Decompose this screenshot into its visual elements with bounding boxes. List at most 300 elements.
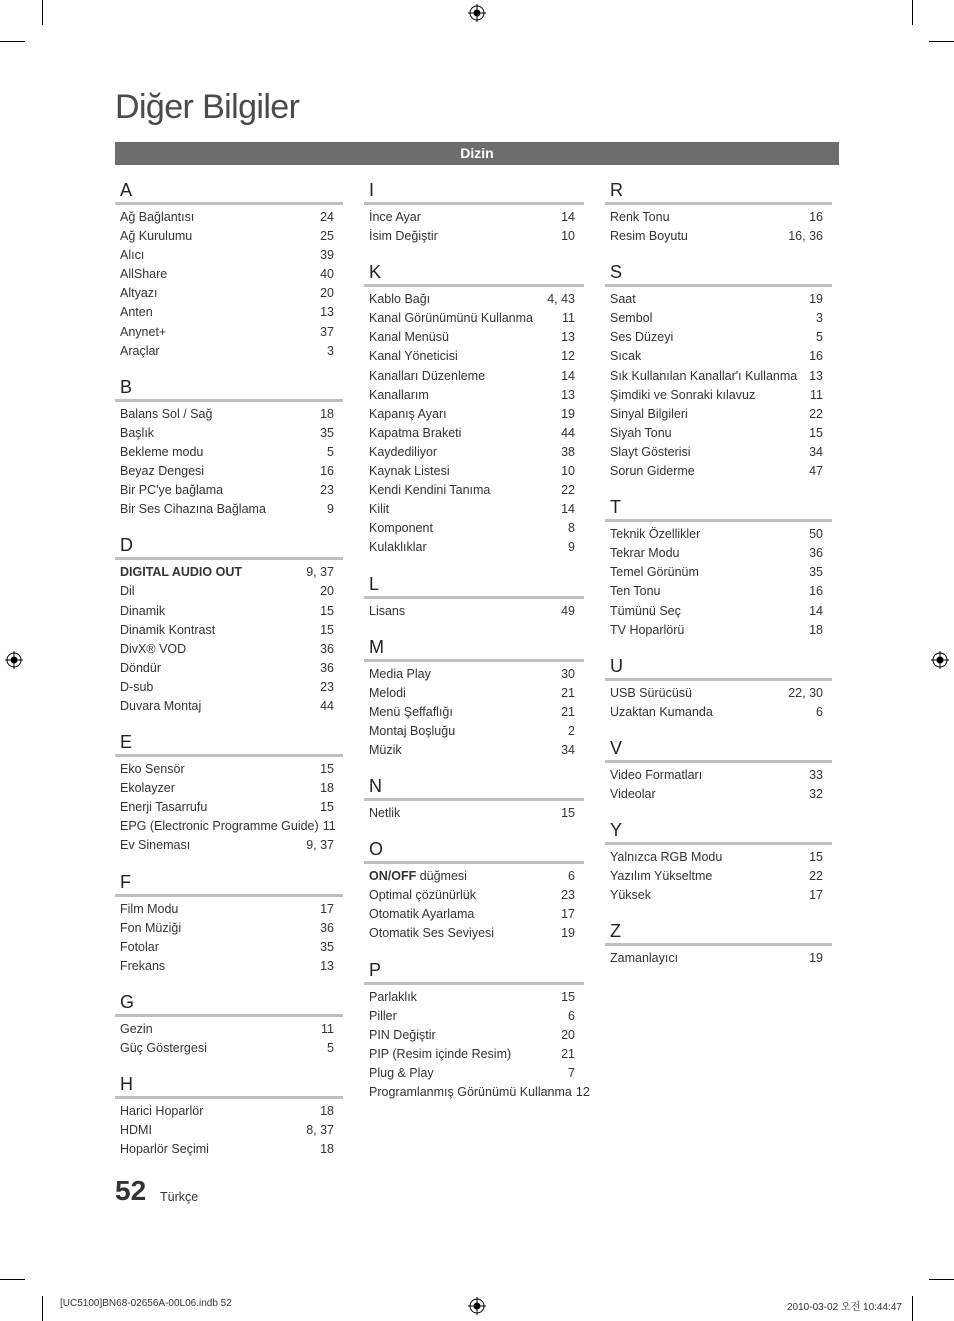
index-letter-heading: E (115, 730, 343, 757)
index-entry-page: 13 (561, 387, 575, 402)
index-letter-heading: G (115, 990, 343, 1017)
index-entry-term: Altyazı (120, 286, 158, 301)
index-entry-term: Kaynak Listesi (369, 464, 450, 479)
index-entry (364, 481, 584, 500)
index-letter-heading: N (364, 774, 584, 801)
index-entry-page: 36 (320, 641, 334, 656)
index-entry-term: Sıcak (610, 349, 642, 364)
section-header: Dizin (115, 142, 839, 165)
index-entry-term: İnce Ayar (369, 210, 421, 224)
index-entry-page: 38 (561, 444, 575, 459)
index-entry-term: PIN Değiştir (369, 1027, 436, 1042)
index-entry (364, 1064, 584, 1083)
index-entry (605, 309, 832, 328)
index-entry-list (605, 681, 832, 722)
index-entry-term: Ağ Bağlantısı (120, 210, 195, 224)
index-entry (364, 347, 584, 366)
index-entry-page: 20 (561, 1027, 575, 1042)
index-entry-page: 15 (320, 800, 334, 815)
index-entry-term: Dil (120, 584, 135, 599)
index-entry (364, 665, 584, 684)
footer-file-info: [UC5100]BN68-02656A-00L06.indb 52 (60, 1298, 232, 1309)
index-entry-term: Gezin (120, 1021, 153, 1036)
index-entry (115, 1102, 343, 1121)
index-entry-page: 5 (327, 444, 334, 459)
index-letter-heading: L (364, 572, 584, 599)
index-letter-heading: Z (605, 919, 832, 946)
index-letter-heading: I (364, 178, 584, 205)
index-entry-term: Programlanmış Görünümü Kullanma (369, 1085, 572, 1099)
crop-mark (0, 1279, 25, 1280)
index-entry (115, 798, 343, 817)
index-entry-term: Kapatma Braketi (369, 425, 462, 440)
index-entry-page: 5 (327, 1041, 334, 1055)
index-letter-heading: P (364, 958, 584, 985)
index-entry (364, 538, 584, 557)
index-entry-page: 18 (809, 622, 823, 637)
index-entry (605, 544, 832, 563)
index-entry-page: 19 (809, 292, 823, 307)
page-number: 52 (115, 1175, 147, 1206)
index-entry-term: Güç Göstergesi (120, 1041, 207, 1055)
index-entry-page: 19 (561, 406, 575, 421)
index-letter-heading: F (115, 870, 343, 897)
index-entry-page: 11 (562, 311, 575, 326)
index-entry (115, 342, 343, 361)
index-entry (364, 227, 584, 246)
index-section-r (605, 178, 832, 246)
index-entry-page: 22 (561, 483, 575, 498)
index-letter-heading: Y (605, 818, 832, 845)
index-entry-term: Film Modu (120, 901, 179, 916)
crop-mark (42, 0, 43, 25)
index-entry-term: Hoparlör Seçimi (120, 1142, 209, 1157)
index-entry-term: Kanalları Düzenleme (369, 368, 486, 383)
index-entry (605, 443, 832, 462)
index-entry (115, 1039, 343, 1058)
index-entry (605, 949, 832, 968)
index-entry-term: Bekleme modu (120, 444, 204, 459)
index-entry-page: 18 (320, 1104, 334, 1119)
index-section-y (605, 818, 832, 905)
index-section-n (364, 774, 584, 823)
registration-mark-icon (5, 651, 23, 669)
index-entry (115, 405, 343, 424)
index-entry-page: 15 (561, 806, 575, 821)
index-letter-heading: M (364, 635, 584, 662)
index-column-3 (605, 178, 832, 982)
index-entry-page: 15 (320, 603, 334, 618)
index-entry-list (364, 599, 584, 621)
index-entry-page: 16 (320, 464, 334, 479)
index-entry (115, 678, 343, 697)
index-entry-page: 19 (809, 951, 823, 966)
index-entry-term: Balans Sol / Sağ (120, 406, 213, 421)
index-entry-page: 13 (809, 368, 823, 383)
index-entry (115, 303, 343, 322)
index-entry-term: Tekrar Modu (610, 546, 680, 561)
index-entry-term: AllShare (120, 267, 168, 282)
index-section-z (605, 919, 832, 968)
index-entry-page: 15 (809, 850, 823, 865)
index-entry-term: Ev Sineması (120, 838, 191, 853)
index-entry-page: 40 (320, 267, 334, 282)
index-entry-term: Plug & Play (369, 1065, 434, 1080)
index-entry-page: 44 (320, 698, 334, 713)
index-entry-term: Montaj Boşluğu (369, 723, 456, 738)
index-entry (115, 1140, 343, 1159)
index-entry (115, 1020, 343, 1039)
index-entry-page: 9, 37 (306, 565, 334, 580)
index-entry-term: ON/OFF düğmesi (369, 869, 467, 884)
crop-mark (42, 1296, 43, 1321)
index-entry (115, 817, 343, 836)
index-entry (115, 602, 343, 621)
index-entry (364, 443, 584, 462)
index-entry (115, 1121, 343, 1140)
index-entry-term: Başlık (120, 425, 155, 440)
index-letter-heading: V (605, 736, 832, 763)
index-entry-term: Lisans (369, 603, 406, 618)
index-entry-term: Araçlar (120, 343, 160, 358)
index-entry-page: 15 (320, 762, 334, 777)
index-entry-page: 2 (568, 723, 575, 738)
index-entry-term: Otomatik Ayarlama (369, 907, 475, 922)
index-entry (115, 957, 343, 976)
index-entry-page: 23 (561, 888, 575, 903)
index-entry-page: 24 (320, 210, 334, 224)
index-section-f (115, 870, 343, 976)
index-entry-term: Kapanış Ayarı (369, 406, 447, 421)
index-entry-term: Teknik Özellikler (610, 527, 701, 542)
index-entry-page: 22, 30 (788, 685, 823, 700)
index-letter-heading: U (605, 654, 832, 681)
index-entry-list (605, 287, 832, 481)
index-entry-page: 17 (809, 888, 823, 903)
index-entry-term: Kendi Kendini Tanıma (369, 483, 491, 498)
index-entry-page: 23 (320, 679, 334, 694)
index-entry-page: 6 (816, 704, 823, 719)
index-entry (115, 760, 343, 779)
index-entry-list (605, 845, 832, 905)
index-entry-page: 36 (809, 546, 823, 561)
crop-mark (0, 41, 25, 42)
index-entry-term: Renk Tonu (610, 210, 670, 224)
crop-mark (929, 1279, 954, 1280)
index-entry-page: 21 (561, 704, 575, 719)
index-entry (115, 481, 343, 500)
index-entry (605, 684, 832, 703)
index-section-t (605, 495, 832, 640)
index-entry-term: Fotolar (120, 939, 159, 954)
index-entry-page: 20 (320, 584, 334, 599)
index-entry-term: Kanal Görünümünü Kullanma (369, 311, 533, 326)
index-entry (115, 640, 343, 659)
index-entry-page: 8 (568, 521, 575, 536)
index-entry (115, 208, 343, 227)
index-letter-heading: B (115, 375, 343, 402)
index-entry (115, 284, 343, 303)
index-entry-list (605, 205, 832, 246)
index-entry-page: 35 (809, 565, 823, 580)
index-column-2 (364, 178, 590, 1116)
index-entry (364, 290, 584, 309)
index-entry-term: USB Sürücüsü (610, 685, 692, 700)
index-entry (115, 697, 343, 716)
index-entry-term: DIGITAL AUDIO OUT (120, 565, 242, 580)
index-entry-term: Yüksek (610, 888, 651, 903)
index-entry (115, 938, 343, 957)
index-entry (605, 424, 832, 443)
index-entry (115, 462, 343, 481)
index-entry-term: Dinamik (120, 603, 166, 618)
index-entry-term: Ten Tonu (610, 584, 661, 599)
index-entry-term: Anten (120, 305, 153, 320)
index-entry-term: Kanal Menüsü (369, 330, 449, 345)
index-entry (115, 659, 343, 678)
index-entry (605, 227, 832, 246)
index-entry-list (115, 1099, 343, 1159)
index-entry-page: 44 (561, 425, 575, 440)
index-entry-term: Temel Görünüm (610, 565, 699, 580)
index-entry-term: Kablo Bağı (369, 292, 431, 307)
index-entry-term: Video Formatları (610, 767, 703, 782)
index-entry (605, 367, 832, 386)
index-section-o (364, 837, 584, 943)
index-section-e (115, 730, 343, 855)
index-entry-list (115, 897, 343, 976)
index-entry-page: 3 (327, 343, 334, 358)
index-entry-term: Videolar (610, 786, 656, 801)
index-entry-page: 35 (320, 939, 334, 954)
index-entry (605, 405, 832, 424)
index-entry-term: Harici Hoparlör (120, 1104, 204, 1119)
index-entry (605, 621, 832, 640)
index-entry (605, 766, 832, 785)
index-entry (364, 405, 584, 424)
index-entry-list (605, 763, 832, 804)
index-section-a (115, 178, 343, 361)
index-entry-term: Tümünü Seç (610, 603, 681, 618)
registration-mark-icon (468, 4, 486, 22)
index-entry-page: 8, 37 (306, 1123, 334, 1138)
index-entry-term: Anynet+ (120, 324, 167, 339)
index-letter-heading: A (115, 178, 343, 205)
index-entry-term: Müzik (369, 742, 402, 757)
index-entry-page: 36 (320, 660, 334, 675)
index-section-u (605, 654, 832, 722)
index-entry (605, 386, 832, 405)
index-entry (115, 500, 343, 519)
index-entry (364, 208, 584, 227)
index-entry (364, 462, 584, 481)
index-entry-term: Piller (369, 1008, 397, 1023)
index-letter-heading: T (605, 495, 832, 522)
index-entry-page: 14 (561, 210, 575, 224)
index-entry-term: Siyah Tonu (610, 425, 672, 440)
index-section-i (364, 178, 584, 246)
index-section-b (115, 375, 343, 520)
index-section-v (605, 736, 832, 804)
index-letter-heading: D (115, 533, 343, 560)
index-entry-term: Eko Sensör (120, 762, 185, 777)
index-entry (364, 867, 584, 886)
index-entry-term: Uzaktan Kumanda (610, 704, 713, 719)
index-entry-page: 36 (320, 920, 334, 935)
index-entry-term: Beyaz Dengesi (120, 464, 205, 479)
index-entry-term: Alıcı (120, 248, 145, 263)
index-entry (364, 988, 584, 1007)
index-entry-page: 11 (810, 387, 823, 402)
index-entry-page: 11 (322, 819, 336, 834)
index-entry-page: 4, 43 (547, 292, 575, 307)
index-entry-term: Resim Boyutu (610, 229, 688, 244)
index-entry-term: Sık Kullanılan Kanallar'ı Kullanma (610, 368, 798, 383)
crop-mark (912, 1296, 913, 1321)
index-entry-term: TV Hoparlörü (610, 622, 685, 637)
index-entry-term: Enerji Tasarrufu (120, 800, 208, 815)
index-entry (364, 703, 584, 722)
index-entry-term: İsim Değiştir (369, 229, 438, 244)
index-entry-list (115, 402, 343, 520)
index-entry-term: Zamanlayıcı (610, 951, 679, 966)
index-entry-page: 5 (816, 330, 823, 345)
index-entry (605, 886, 832, 905)
index-section-g (115, 990, 343, 1058)
index-entry (364, 328, 584, 347)
index-entry-page: 47 (809, 464, 823, 479)
index-entry-term: Sorun Giderme (610, 464, 695, 479)
index-entry (605, 563, 832, 582)
index-entry (115, 621, 343, 640)
index-entry-page: 35 (320, 425, 334, 440)
registration-mark-icon (931, 651, 949, 669)
index-entry-page: 14 (561, 368, 575, 383)
index-entry (115, 900, 343, 919)
index-entry-page: 11 (321, 1021, 334, 1036)
index-entry-page: 32 (809, 786, 823, 801)
index-entry-term: Kanal Yöneticisi (369, 349, 458, 364)
index-entry (605, 290, 832, 309)
index-entry-list (115, 560, 343, 716)
index-entry-term: Sembol (610, 311, 653, 326)
crop-mark (912, 0, 913, 25)
index-entry (364, 1083, 590, 1102)
index-entry (364, 1026, 584, 1045)
index-entry-list (115, 757, 343, 855)
index-entry-page: 12 (575, 1085, 590, 1099)
index-section-s (605, 260, 832, 481)
index-entry (115, 443, 343, 462)
index-entry-list (115, 205, 343, 361)
index-entry-page: 18 (320, 1142, 334, 1157)
index-entry-term: Yazılım Yükseltme (610, 869, 713, 884)
index-entry (364, 722, 584, 741)
index-entry-page: 6 (568, 869, 575, 884)
index-entry-list (364, 662, 584, 760)
index-entry (364, 309, 584, 328)
index-entry-list (364, 801, 584, 823)
index-entry-list (115, 1017, 343, 1058)
index-entry-list (364, 864, 584, 943)
index-entry-term: Netlik (369, 806, 401, 821)
footer-timestamp: 2010-03-02 오전 10:44:47 (787, 1302, 902, 1313)
index-entry-term: D-sub (120, 679, 154, 694)
index-entry-page: 50 (809, 527, 823, 542)
index-entry-term: Melodi (369, 685, 406, 700)
index-entry-page: 3 (816, 311, 823, 326)
index-entry-page: 14 (809, 603, 823, 618)
index-entry-term: Şimdiki ve Sonraki kılavuz (610, 387, 756, 402)
index-entry-term: Menü Şeffaflığı (369, 704, 453, 719)
index-entry (605, 525, 832, 544)
index-entry (115, 563, 343, 582)
index-entry-page: 33 (809, 767, 823, 782)
index-entry-page: 34 (561, 742, 575, 757)
index-entry-page: 16 (809, 349, 823, 364)
index-letter-heading: K (364, 260, 584, 287)
index-entry-list (605, 946, 832, 968)
index-entry-page: 21 (561, 685, 575, 700)
index-entry-page: 10 (561, 464, 575, 479)
index-entry-page: 6 (568, 1008, 575, 1023)
index-entry-page: 20 (320, 286, 334, 301)
index-entry (605, 462, 832, 481)
index-entry (605, 602, 832, 621)
index-entry-term: Media Play (369, 666, 431, 681)
index-entry (605, 208, 832, 227)
index-entry-term: Bir Ses Cihazına Bağlama (120, 502, 266, 517)
index-letter-heading: R (605, 178, 832, 205)
index-entry (364, 602, 584, 621)
index-entry-term: Duvara Montaj (120, 698, 202, 713)
index-entry-page: 25 (320, 229, 334, 244)
index-entry (605, 582, 832, 601)
index-entry-page: 17 (561, 907, 575, 922)
index-entry-page: 13 (320, 305, 334, 320)
index-entry (364, 924, 584, 943)
index-entry (364, 519, 584, 538)
index-entry-page: 9 (568, 540, 575, 555)
index-entry-term: Kilit (369, 502, 390, 517)
index-entry-page: 37 (320, 324, 334, 339)
index-section-m (364, 635, 584, 760)
index-entry-page: 18 (320, 781, 334, 796)
index-entry (364, 367, 584, 386)
index-entry-term: Komponent (369, 521, 433, 536)
index-entry (115, 779, 343, 798)
index-entry-term: Sinyal Bilgileri (610, 406, 688, 421)
index-section-d (115, 533, 343, 716)
crop-mark (929, 41, 954, 42)
index-entry-list (364, 985, 590, 1103)
index-entry (605, 328, 832, 347)
index-entry-term: DivX® VOD (120, 641, 187, 656)
index-entry-page: 9, 37 (306, 838, 334, 853)
index-entry-page: 16, 36 (788, 229, 823, 244)
index-entry-term: EPG (Electronic Programme Guide) (120, 819, 319, 834)
index-entry-page: 13 (320, 958, 334, 973)
index-entry-term: Ekolayzer (120, 781, 175, 796)
index-entry-page: 21 (561, 1046, 575, 1061)
index-entry (364, 804, 584, 823)
index-entry-page: 23 (320, 483, 334, 498)
index-entry-list (364, 205, 584, 246)
index-letter-heading: O (364, 837, 584, 864)
index-entry (364, 1007, 584, 1026)
index-entry-term: Kaydediliyor (369, 444, 438, 459)
index-entry-page: 49 (561, 603, 575, 618)
